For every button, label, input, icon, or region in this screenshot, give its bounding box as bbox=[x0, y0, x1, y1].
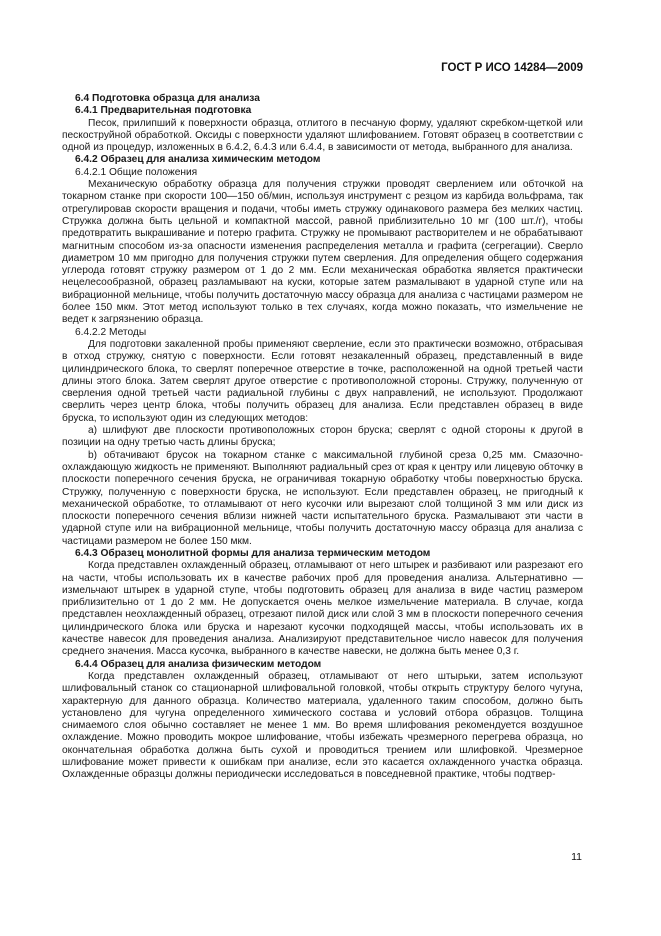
document-body bbox=[62, 93, 583, 782]
section-heading: 6.4.4 Образец для анализа физическим методом bbox=[75, 658, 322, 670]
document-header: ГОСТ Р ИСО 14284—2009 bbox=[441, 62, 583, 74]
section-heading: 6.4.1 Предварительная подготовка bbox=[75, 105, 252, 117]
paragraph: а) шлифуют две плоскости противоположных сторон бруска; сверлят с одной стороны к другой в позиции на одну третью часть длины бруска; bbox=[62, 425, 583, 449]
paragraph: Механическую обработку образца для получения стружки проводят сверлением или обточкой на токарном станке при скорости 100—150 об/мин, используя инструмент с резцом из карбида вольфрама, так отрегулировав скорости вращения и подачи, чтобы иметь стружку одинакового размера без мелких частиц. Стружка должна быть цельной и компактной массой, равной приблизительно 10 мг (100 шт./г), чтобы предотвратить выкрашивание и потерю графита. Стружку не промывают растворителем и не обрабатывают магнитным способом из-за опасности изменения распределения металла и графита (сегрегации). Сверло диаметром 10 мм пригодно для получения стружки путем сверления. Для определения общего содержания углерода готовят стружку размером от 1 до 2 мм. Если механическая обработка является практически нецелесообразной, образец разламывают на куски, которые затем размалывают в ударной ступе или на вибрационной мельнице, чтобы получить достаточную массу образца для анализа с частицами размером не более 150 мкм. Этот метод используют только в тех случаях, когда можно показать, что измельчение не ведет к загрязнению образца. bbox=[62, 179, 583, 326]
subsection-heading: 6.4.2.1 Общие положения bbox=[75, 166, 198, 178]
paragraph: Когда представлен охлажденный образец, отламывают от него штырек и разбивают или разрезают его на части, чтобы использовать их в качестве рабочих проб для проведения анализа. Альтернативно — измельчают штырек в ударной ступе, чтобы подготовить образец для анализа в виде частиц размером приблизительно от 1 до 2 мм. Не допускается очень мелкое измельчение материала. В случае, когда представлен неохлажденный образец, отрезают пилой диск или слой 3 мм в плоскости поперечного сечения цилиндрического блока или бруска и нарезают кусочки подходящей массы, чтобы использовать их в качестве навесок для проведения анализа. Анализируют представительное число навесок для получения среднего значения. Масса кусочка, выбранного в качестве навески, не должна быть менее 0,3 г. bbox=[62, 560, 583, 658]
section-heading: 6.4 Подготовка образца для анализа bbox=[75, 93, 260, 104]
paragraph: Когда представлен охлажденный образец, отламывают от него штырьки, затем используют шлифовальный станок со стационарной шлифовальной головкой, чтобы открыть структуру белого чугуна, характерную для данного образца. Количество материала, удаленного таким способом, должно быть установлено для чугуна определенного химического состава и условий отбора образцов. Толщина снимаемого слоя обычно составляет не менее 1 мм. Во время шлифования рекомендуется воздушное охлаждение. Можно проводить мокрое шлифование, чтобы избежать чрезмерного перегрева образца, но окончательная обработка должна быть сухой и проводиться трением или шлифовкой. Чрезмерное шлифование может привести к ошибкам при анализе, если это касается охлажденного участка образца. Охлажденные образцы должны периодически исследоваться в повседневной практике, чтобы подтвер- bbox=[62, 670, 583, 781]
paragraph: Песок, прилипший к поверхности образца, отлитого в песчаную форму, удаляют скребком-щеткой или пескоструйной обработкой. Оксиды с поверхности удаляют шлифованием. Готовят образец в соответствии с одной из процедур, изложенных в 6.4.2, 6.4.3 или 6.4.4, в зависимости от метода, выбранного для анализа. bbox=[62, 117, 583, 154]
paragraph: Для подготовки закаленной пробы применяют сверление, если это практически возможно, отбрасывая в отход стружку, снятую с поверхности. Если готовят незакаленный образец, представленный в виде цилиндрического блока, то сверлят поперечное отверстие в точке, расположенной на одной третьей части длины этого блока. Затем сверлят другое отверстие с противоположной стороны. Стружку, полученную от сверления одной третьей части радиальной глубины с двух направлений, не используют. Продолжают сверлить через центр блока, чтобы получить образец для анализа. Если представлен образец в виде бруска, то используют один из следующих методов: bbox=[62, 338, 583, 424]
subsection-heading: 6.4.2.2 Методы bbox=[75, 326, 147, 338]
section-heading: 6.4.3 Образец монолитной формы для анализа термическим методом bbox=[75, 547, 431, 559]
paragraph: b) обтачивают брусок на токарном станке с максимальной глубиной среза 0,25 мм. Смазочно-охлаждающую жидкость не применяют. Выполняют радиальный срез от края к центру или лицевую обточку в плоскости поперечного сечения бруска, не ограничивая токарную обработку чтобы поверхностью бруска. Стружку, полученную с поверхности бруска, не используют. Если представлен образец, не пригодный к механической обработке, то отламывают от него кусочки или вырезают слой толщиной 3 мм или диск из плоскости поперечного сечения вблизи нижней части испытательного бруска. Размалывают эти части в ударной ступе или на вибрационной мельнице, чтобы получить достаточную массу образца для анализа с частицами размером не более 150 мкм. bbox=[62, 449, 583, 547]
page-number: 11 bbox=[571, 851, 582, 863]
section-heading: 6.4.2 Образец для анализа химическим методом bbox=[75, 154, 321, 166]
